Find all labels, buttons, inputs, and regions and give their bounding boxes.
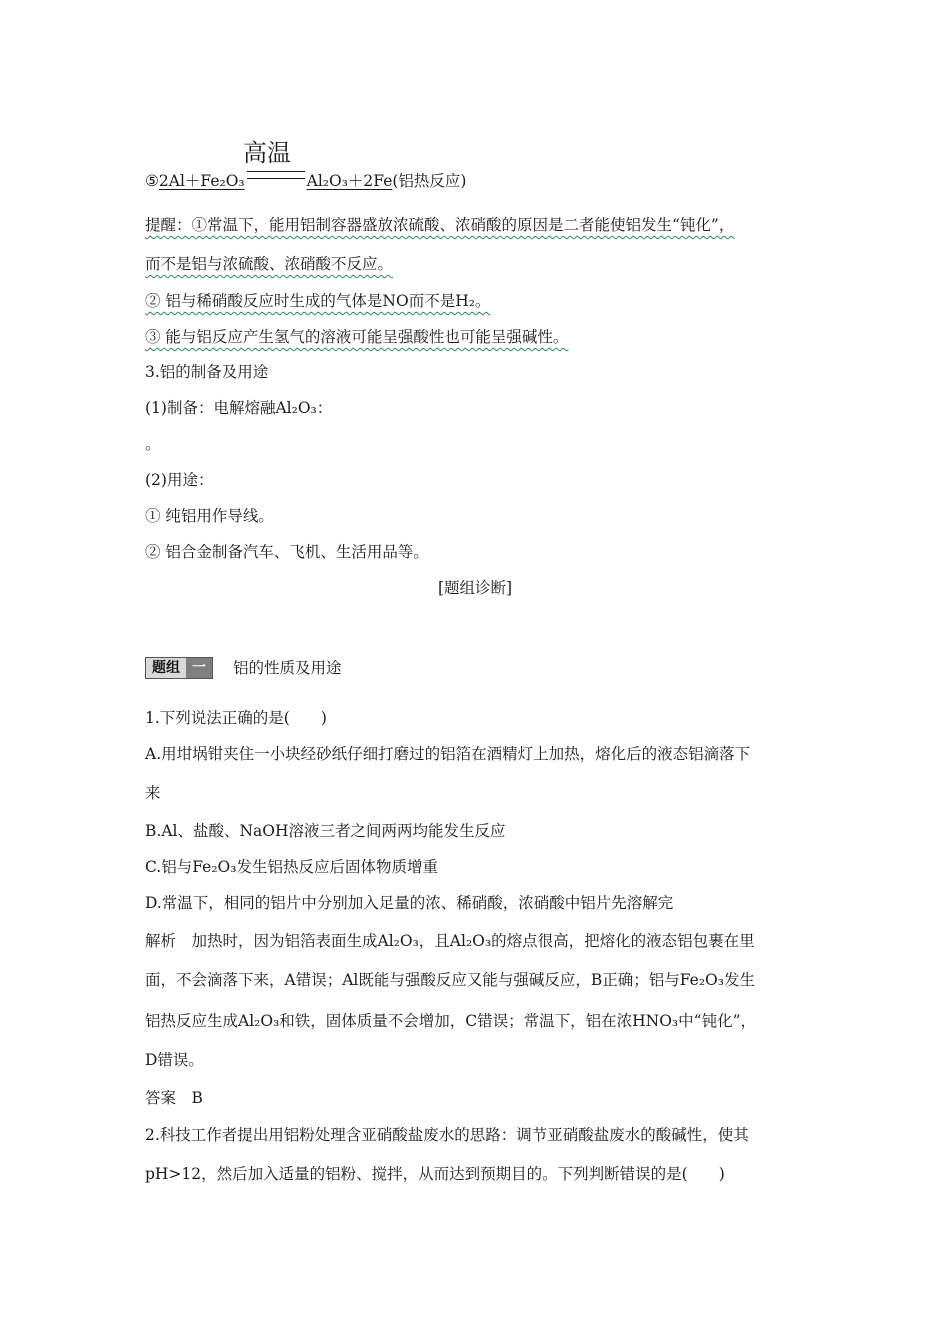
q1-answer: 答案 B bbox=[145, 1089, 203, 1107]
question-group-header bbox=[145, 657, 342, 679]
tip-line-4 bbox=[145, 326, 820, 348]
q1-option-a-2: 来 bbox=[145, 784, 161, 802]
tip-text-2: 而不是铝与浓硫酸、浓硝酸不反应。 bbox=[145, 255, 394, 273]
group-tag bbox=[145, 657, 213, 679]
q1-explanation-2: 面，不会滴落下来，A错误；Al既能与强酸反应又能与强碱反应，B正确；铝与Fe₂O₃发生 bbox=[145, 971, 755, 989]
q1-option-b: B.Al、盐酸、NaOH溶液三者之间两两均能发生反应 bbox=[145, 822, 506, 840]
q1-stem: 1.下列说法正确的是( ) bbox=[145, 709, 327, 727]
equation-products: Al₂O₃＋2Fe bbox=[306, 172, 393, 190]
reaction-condition: 高温 bbox=[243, 139, 291, 167]
q2-stem-2: pH>12，然后加入适量的铝粉、搅拌，从而达到预期目的。下列判断错误的是( ) bbox=[145, 1165, 725, 1183]
q1-explanation-4: D错误。 bbox=[145, 1051, 204, 1069]
group-tag-number: 一 bbox=[186, 658, 212, 678]
equation-note: (铝热反应) bbox=[392, 172, 467, 190]
group-tag-label: 题组 bbox=[152, 660, 180, 676]
use-item-1: ① 纯铝用作导线。 bbox=[145, 507, 274, 525]
prep-end: 。 bbox=[145, 435, 161, 453]
tip-line-3 bbox=[145, 290, 820, 312]
prep-line: (1)制备：电解熔融Al₂O₃： bbox=[145, 399, 333, 417]
tip-text-4: ③ 能与铝反应产生氢气的溶液可能呈强酸性也可能呈强碱性。 bbox=[145, 328, 569, 346]
tip-text-1: 提醒：①常温下，能用铝制容器盛放浓硫酸、浓硝酸的原因是二者能使铝发生“钝化”， bbox=[145, 216, 735, 234]
tip-line-2 bbox=[145, 253, 820, 275]
q2-stem-1: 2.科技工作者提出用铝粉处理含亚硝酸盐废水的思路：调节亚硝酸盐废水的酸碱性，使其 bbox=[145, 1126, 749, 1144]
diagnosis-title: [题组诊断] bbox=[437, 579, 513, 597]
use-item-2: ② 铝合金制备汽车、飞机、生活用品等。 bbox=[145, 543, 429, 561]
tip-line-1 bbox=[145, 214, 820, 236]
equals-sign bbox=[247, 171, 305, 179]
q1-option-a-1: A.用坩埚钳夹住一小块经砂纸仔细打磨过的铝箔在酒精灯上加热，熔化后的液态铝滴落下 bbox=[145, 745, 751, 763]
tip-text-3: ② 铝与稀硝酸反应时生成的气体是NO而不是H₂。 bbox=[145, 292, 491, 310]
q1-explanation-1: 解析 加热时，因为铝箔表面生成Al₂O₃，且Al₂O₃的熔点很高，把熔化的液态铝包裹在里 bbox=[145, 932, 755, 950]
section-title: 3.铝的制备及用途 bbox=[145, 363, 269, 381]
q1-explanation-3: 铝热反应生成Al₂O₃和铁，固体质量不会增加，C错误；常温下，铝在浓HNO₃中“钝化”， bbox=[145, 1012, 756, 1030]
use-title: (2)用途： bbox=[145, 471, 214, 489]
q1-option-c: C.铝与Fe₂O₃发生铝热反应后固体物质增重 bbox=[145, 858, 438, 876]
thermite-equation bbox=[145, 170, 466, 192]
equation-reactants: 2Al＋Fe₂O₃ bbox=[158, 172, 245, 190]
q1-option-d: D.常温下，相同的铝片中分别加入足量的浓、稀硝酸，浓硝酸中铝片先溶解完 bbox=[145, 894, 674, 912]
group-title: 铝的性质及用途 bbox=[233, 659, 342, 677]
equation-number: ⑤ bbox=[145, 172, 159, 190]
